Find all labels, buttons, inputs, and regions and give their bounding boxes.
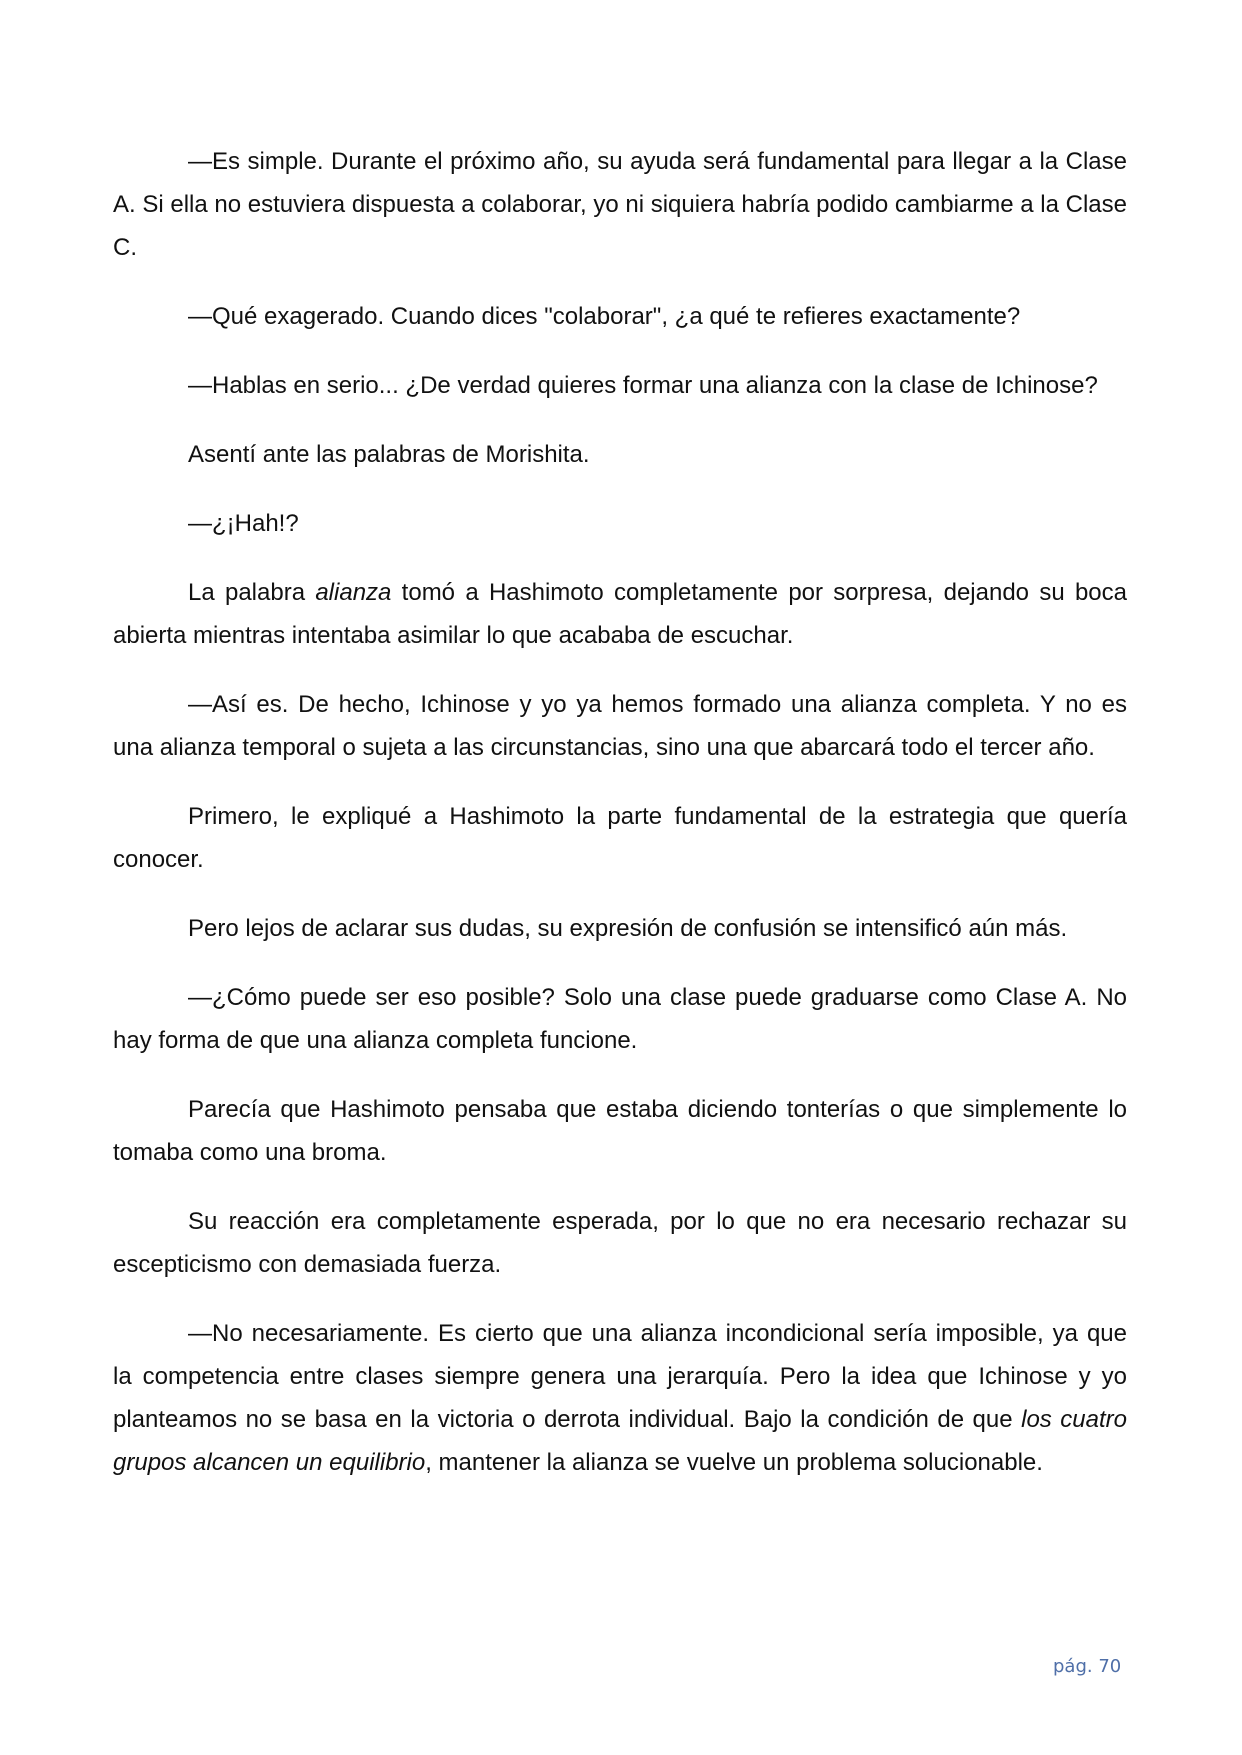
paragraph (113, 795, 1127, 881)
text-run: —¿¡Hah!? (188, 510, 299, 537)
text-run: La palabra (188, 579, 316, 606)
paragraph (113, 976, 1127, 1062)
paragraph (113, 364, 1127, 407)
text-run: Primero, le expliqué a Hashimoto la parte fundamental de la estrategia que quería conocer. (113, 803, 1127, 873)
paragraph (113, 571, 1127, 657)
paragraph (113, 1088, 1127, 1174)
paragraph (113, 502, 1127, 545)
paragraph (113, 1200, 1127, 1286)
text-run: —¿Cómo puede ser eso posible? Solo una clase puede graduarse como Clase A. No hay forma de que una alianza completa funcione. (113, 984, 1127, 1054)
text-run: —Así es. De hecho, Ichinose y yo ya hemos formado una alianza completa. Y no es una alianza temporal o sujeta a las circunstancias, sino una que abarcará todo el tercer año. (113, 691, 1127, 761)
paragraph (113, 140, 1127, 269)
text-run: Su reacción era completamente esperada, por lo que no era necesario rechazar su escepticismo con demasiada fuerza. (113, 1208, 1127, 1278)
text-run: —No necesariamente. Es cierto que una alianza incondicional sería imposible, ya que la competencia entre clases siempre genera una jerarquía. Pero la idea que Ichinose y yo planteamos no se basa en la victoria o derrota individual. Bajo la condición de que (113, 1320, 1127, 1433)
paragraph (113, 433, 1127, 476)
text-run: tomó a Hashimoto completamente por sorpresa, dejando su boca abierta mientras intentaba asimilar lo que acababa de escuchar. (113, 579, 1127, 649)
text-run: —Hablas en serio... ¿De verdad quieres formar una alianza con la clase de Ichinose? (188, 372, 1098, 399)
text-run: , mantener la alianza se vuelve un problema solucionable. (425, 1449, 1043, 1476)
paragraph (113, 295, 1127, 338)
italic-text-run: los cuatro grupos alcancen un equilibrio (113, 1406, 1127, 1476)
text-run: Pero lejos de aclarar sus dudas, su expresión de confusión se intensificó aún más. (188, 915, 1068, 942)
text-run: Parecía que Hashimoto pensaba que estaba diciendo tonterías o que simplemente lo tomaba como una broma. (113, 1096, 1127, 1166)
text-run: —Es simple. Durante el próximo año, su ayuda será fundamental para llegar a la Clase A. Si ella no estuviera dispuesta a colaborar, yo ni siquiera habría podido cambiarme a la Clase C. (113, 148, 1127, 261)
text-run: —Qué exagerado. Cuando dices "colaborar", ¿a qué te refieres exactamente? (188, 303, 1021, 330)
text-run: Asentí ante las palabras de Morishita. (188, 441, 590, 468)
paragraph (113, 907, 1127, 950)
italic-text-run: alianza (315, 579, 392, 606)
paragraph (113, 1312, 1127, 1484)
page-number: pág. 70 (1053, 1656, 1122, 1677)
paragraph (113, 683, 1127, 769)
body-text (113, 140, 1127, 1510)
